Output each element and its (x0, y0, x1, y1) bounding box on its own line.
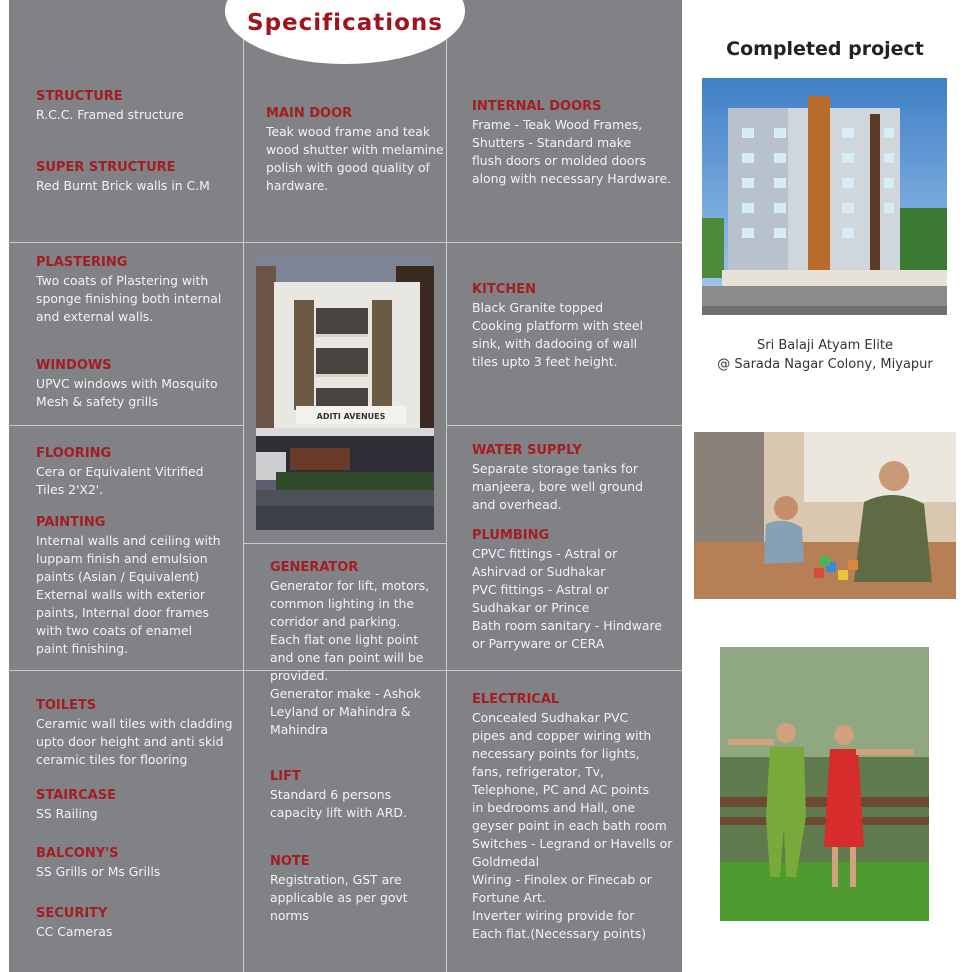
spec-kitchen (472, 281, 680, 371)
page-title: Specifications (247, 10, 443, 36)
spec-plastering (36, 254, 241, 326)
column-divider (243, 0, 244, 972)
spec-title: ELECTRICAL (472, 692, 560, 707)
spec-title: LIFT (270, 769, 301, 784)
rain-photo-icon (720, 647, 929, 921)
spec-painting (36, 514, 241, 658)
completed-project-title: Completed project (726, 38, 924, 60)
spec-body: CPVC fittings - Astral or Ashirvad or Sudhakar PVC fittings - Astral or Sudhakar or Prince Bath room sanitary - Hindware or Parryware or CERA (472, 546, 662, 651)
spec-body: Concealed Sudhakar PVC pipes and copper wiring with necessary points for lights, fans, refrigerator, Tv, Telephone, PC and AC points in bedrooms and Hall, one geyser point in each bath room Switches - Legrand or Havells or Goldmedal Wiring - Finolex or Finecab or Fortune Art. Inverter wiring provide for Each flat.(Necessary points) (472, 710, 673, 941)
spec-balconys (36, 845, 241, 881)
spec-title: PLUMBING (472, 528, 550, 543)
spec-body: Registration, GST are applicable as per govt norms (270, 872, 408, 923)
spec-title: BALCONY'S (36, 846, 119, 861)
spec-title: SECURITY (36, 906, 108, 921)
spec-title: PAINTING (36, 515, 106, 530)
row-divider (9, 242, 682, 243)
spec-flooring (36, 445, 241, 499)
spec-title: WATER SUPPLY (472, 443, 582, 458)
spec-body: R.C.C. Framed structure (36, 107, 184, 122)
spec-staircase (36, 787, 241, 823)
spec-body: Red Burnt Brick walls in C.M (36, 178, 210, 193)
spec-body: CC Cameras (36, 924, 113, 939)
spec-body: Separate storage tanks for manjeera, bore well ground and overhead. (472, 461, 644, 512)
spec-toilets (36, 697, 241, 769)
spec-title: MAIN DOOR (266, 106, 353, 121)
spec-body: Generator for lift, motors, common lighting in the corridor and parking. Each flat one light point and one fan point will be provided. Generator make - Ashok Leyland or Mahindra & Mahindra (270, 578, 430, 737)
spec-body: Black Granite topped Cooking platform with steel sink, with dadooing of wall tiles upto 3 feet height. (472, 300, 643, 369)
spec-windows (36, 357, 241, 411)
column-divider (446, 0, 447, 972)
spec-internal-doors (472, 98, 680, 188)
row-divider (243, 543, 446, 544)
row-divider (446, 425, 682, 426)
spec-super-structure (36, 159, 241, 195)
spec-body: Frame - Teak Wood Frames, Shutters - Standard make flush doors or molded doors along with necessary Hardware. (472, 117, 672, 186)
spec-title: TOILETS (36, 698, 97, 713)
completed-building-icon (702, 78, 947, 315)
spec-title: FLOORING (36, 446, 112, 461)
spec-water-supply (472, 442, 680, 514)
building-render-icon (256, 256, 434, 530)
spec-title: KITCHEN (472, 282, 536, 297)
building-render (256, 256, 434, 530)
children-rain-photo (720, 647, 929, 921)
spec-plumbing (472, 527, 680, 653)
spec-title: SUPER STRUCTURE (36, 160, 176, 175)
spec-body: Internal walls and ceiling with luppam finish and emulsion paints (Asian / Equivalent) External walls with exterior paints, Internal door frames with two coats of enamel paint finishing. (36, 533, 221, 656)
spec-title: NOTE (270, 854, 310, 869)
spec-title: PLASTERING (36, 255, 128, 270)
spec-body: SS Grills or Ms Grills (36, 864, 161, 879)
spec-lift (270, 768, 444, 822)
spec-electrical (472, 691, 680, 943)
spec-structure (36, 88, 241, 124)
completed-building-photo (702, 78, 947, 315)
spec-title: INTERNAL DOORS (472, 99, 602, 114)
spec-body: SS Railing (36, 806, 98, 821)
spec-body: Two coats of Plastering with sponge finishing both internal and external walls. (36, 273, 222, 324)
spec-body: Standard 6 persons capacity lift with ARD. (270, 787, 407, 820)
spec-note (270, 853, 444, 925)
family-photo-icon (694, 432, 956, 599)
building-sign: ADITI AVENUES (316, 412, 386, 421)
spec-security (36, 905, 241, 941)
spec-title: STRUCTURE (36, 89, 123, 104)
spec-main-door (266, 105, 444, 195)
father-child-photo (694, 432, 956, 599)
spec-title: GENERATOR (270, 560, 359, 575)
spec-body: Ceramic wall tiles with cladding upto door height and anti skid ceramic tiles for flooring (36, 716, 233, 767)
spec-generator (270, 559, 444, 739)
spec-body: Teak wood frame and teak wood shutter with melamine polish with good quality of hardware. (266, 124, 444, 193)
spec-title: STAIRCASE (36, 788, 116, 803)
spec-title: WINDOWS (36, 358, 112, 373)
spec-body: UPVC windows with Mosquito Mesh & safety grills (36, 376, 218, 409)
completed-project-caption: Sri Balaji Atyam Elite @ Sarada Nagar Colony, Miyapur (717, 338, 933, 372)
spec-body: Cera or Equivalent Vitrified Tiles 2'X2'. (36, 464, 204, 497)
row-divider (9, 425, 243, 426)
